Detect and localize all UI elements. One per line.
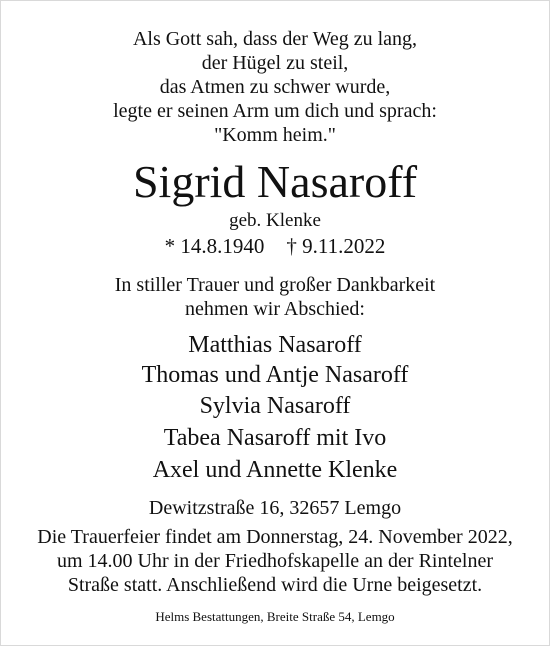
funeral-line-2: um 14.00 Uhr in der Friedhofskapelle an der Rintelner (57, 550, 493, 572)
mourner-5: Axel und Annette Klenke (152, 457, 398, 483)
undertaker-info: Helms Bestattungen, Breite Straße 54, Lemgo (155, 609, 395, 624)
funeral-line-3: Straße statt. Anschließend wird die Urne beigesetzt. (67, 574, 483, 596)
poem-line-2: der Hügel zu steil, (201, 52, 349, 74)
deceased-name: Sigrid Nasaroff (132, 156, 418, 207)
poem-line-5: "Komm heim." (214, 124, 336, 146)
family-address: Dewitzstraße 16, 32657 Lemgo (148, 497, 402, 519)
mourner-3: Sylvia Nasaroff (199, 393, 351, 419)
poem-line-3: das Atmen zu schwer wurde, (159, 76, 391, 98)
funeral-line-1: Die Trauerfeier findet am Donnerstag, 24. November 2022, (37, 526, 513, 548)
birth-date: * 14.8.1940 (164, 234, 265, 258)
intro-line-2: nehmen wir Abschied: (185, 298, 365, 320)
poem-line-1: Als Gott sah, dass der Weg zu lang, (132, 28, 418, 50)
maiden-name: geb. Klenke (229, 210, 321, 231)
life-dates (0, 234, 550, 258)
mourner-2: Thomas und Antje Nasaroff (141, 362, 409, 388)
poem-line-4: legte er seinen Arm um dich und sprach: (113, 100, 437, 122)
intro-line-1: In stiller Trauer und großer Dankbarkeit (114, 274, 436, 296)
death-date: † 9.11.2022 (286, 234, 386, 258)
mourner-1: Matthias Nasaroff (188, 332, 362, 358)
mourner-4: Tabea Nasaroff mit Ivo (163, 425, 387, 451)
